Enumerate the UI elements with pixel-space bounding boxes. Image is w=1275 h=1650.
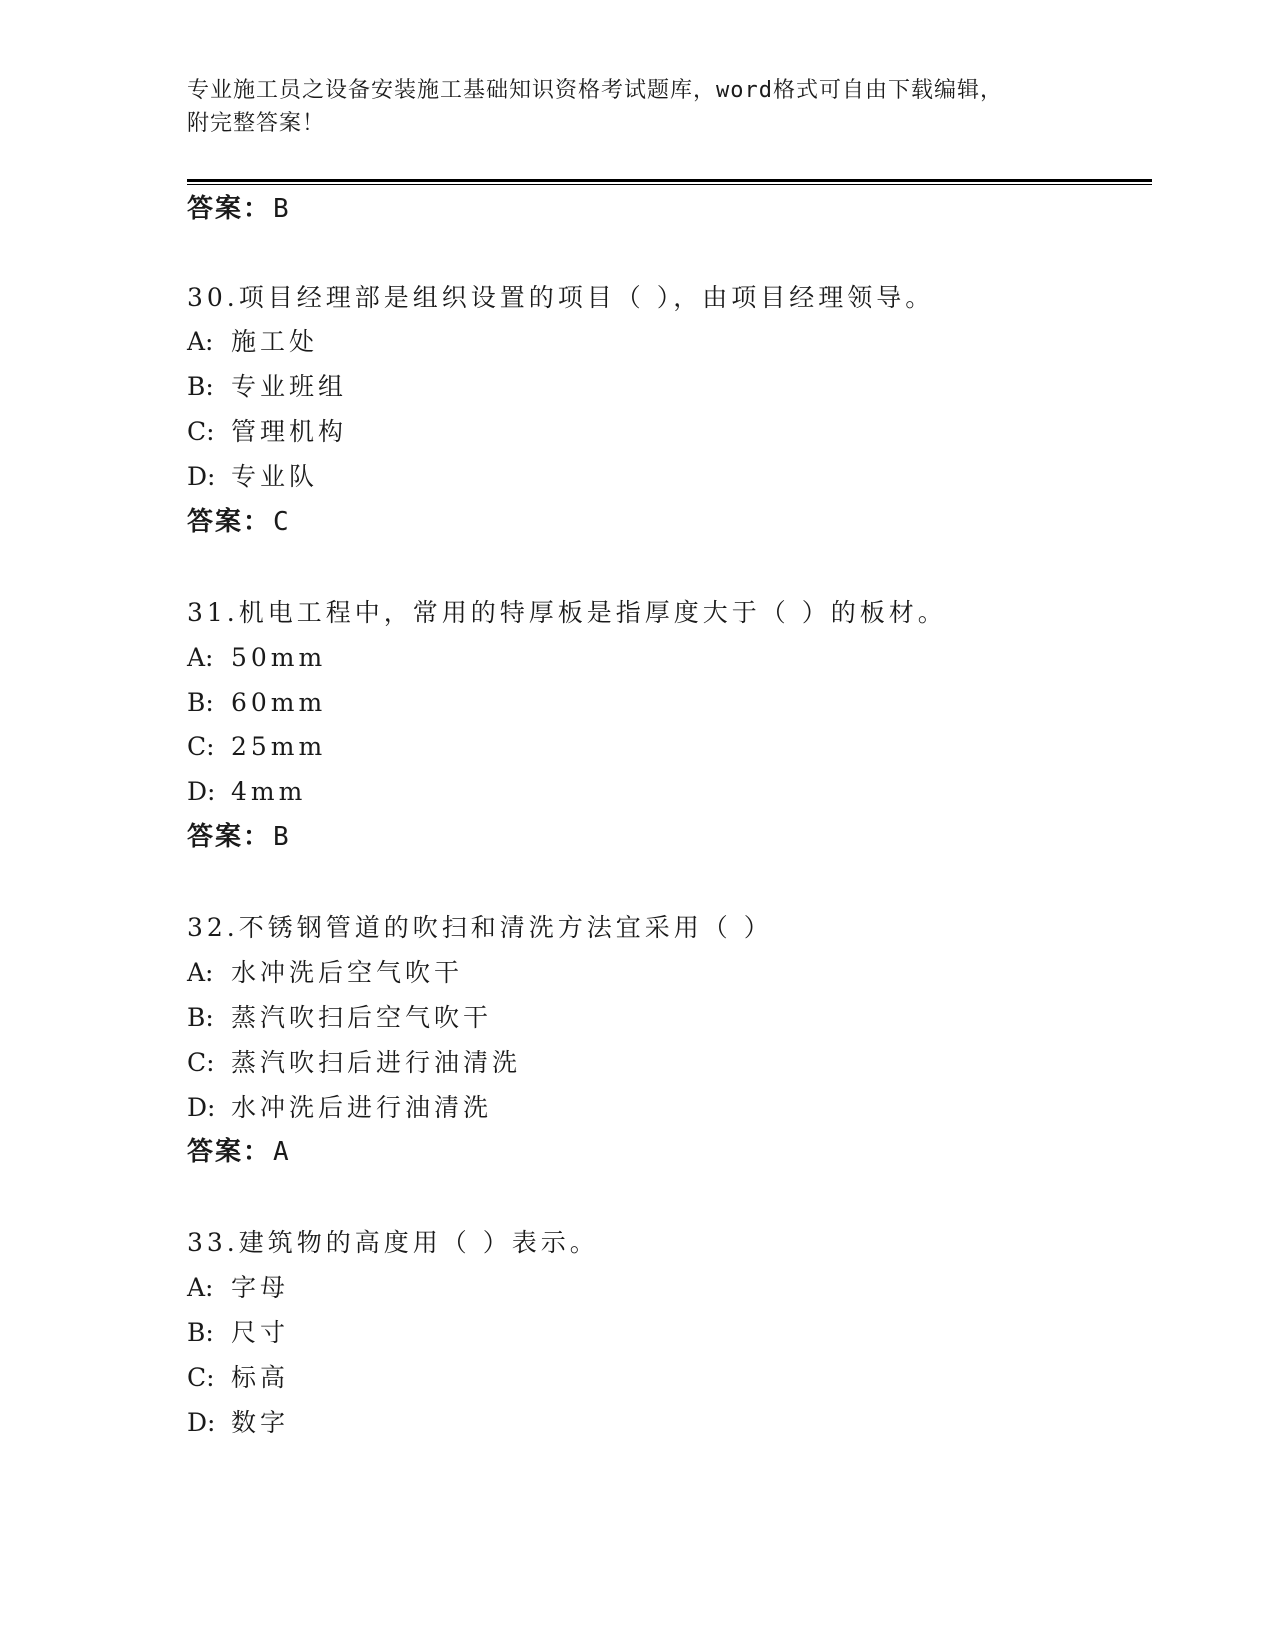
option-letter: C: (187, 417, 215, 446)
question-32-option-c (187, 1045, 521, 1081)
answer-value: C (273, 507, 291, 537)
answer-value: A (273, 1137, 291, 1167)
question-33-option-a (187, 1270, 289, 1306)
document-header (187, 74, 1087, 140)
option-text: 管理机构 (231, 417, 348, 446)
option-letter: D: (187, 777, 216, 806)
question-30-option-a (187, 324, 318, 360)
option-text: 尺寸 (231, 1318, 290, 1347)
option-letter: C: (187, 1363, 215, 1392)
question-32-answer (187, 1134, 291, 1170)
option-text: 专业队 (231, 462, 319, 491)
question-32-option-a (187, 955, 463, 991)
option-letter: D: (187, 1408, 216, 1437)
question-33-option-b (187, 1315, 289, 1351)
option-text: 字母 (231, 1273, 290, 1302)
header-line-1: 专业施工员之设备安装施工基础知识资格考试题库，word格式可自由下载编辑， (187, 78, 1003, 103)
question-33-option-d (187, 1405, 289, 1441)
question-30-answer (187, 504, 291, 540)
option-letter: D: (187, 1093, 216, 1122)
option-letter: A: (187, 643, 214, 672)
option-text: 4mm (231, 777, 307, 806)
option-text: 施工处 (231, 327, 319, 356)
header-rule-thin (187, 184, 1152, 185)
question-33-title: 33.建筑物的高度用（ ）表示。 (187, 1228, 599, 1257)
option-letter: A: (187, 958, 214, 987)
option-letter: C: (187, 732, 215, 761)
question-30-title: 30.项目经理部是组织设置的项目（ ），由项目经理领导。 (187, 283, 935, 312)
prev-answer (187, 191, 291, 227)
question-30-option-c (187, 414, 347, 450)
option-letter: D: (187, 462, 216, 491)
option-text: 水冲洗后空气吹干 (231, 958, 464, 987)
header-line-2: 附完整答案！ (187, 111, 326, 136)
answer-label: 答案： (187, 822, 272, 852)
option-letter: A: (187, 1273, 214, 1302)
answer-label: 答案： (187, 194, 272, 224)
question-31-option-c (187, 729, 326, 765)
question-32-title: 32.不锈钢管道的吹扫和清洗方法宜采用（ ） (187, 913, 773, 942)
option-text: 水冲洗后进行油清洗 (231, 1093, 493, 1122)
question-31-option-d (187, 774, 306, 810)
option-letter: C: (187, 1048, 215, 1077)
option-text: 专业班组 (231, 372, 348, 401)
question-31-option-b (187, 685, 326, 721)
option-letter: B: (187, 1318, 214, 1347)
option-text: 25mm (231, 732, 327, 761)
option-text: 蒸汽吹扫后进行油清洗 (231, 1048, 522, 1077)
question-33-option-c (187, 1360, 289, 1396)
option-text: 蒸汽吹扫后空气吹干 (231, 1003, 493, 1032)
option-letter: B: (187, 688, 214, 717)
option-text: 标高 (231, 1363, 290, 1392)
question-30-option-d (187, 459, 318, 495)
option-text: 数字 (231, 1408, 290, 1437)
option-text: 60mm (231, 688, 327, 717)
question-31-answer (187, 819, 291, 855)
option-letter: A: (187, 327, 214, 356)
question-30-option-b (187, 369, 347, 405)
answer-value: B (273, 194, 291, 224)
option-letter: B: (187, 1003, 214, 1032)
option-text: 50mm (231, 643, 327, 672)
question-32-option-b (187, 1000, 492, 1036)
header-rule-thick (187, 179, 1152, 182)
question-31-option-a (187, 640, 326, 676)
answer-label: 答案： (187, 507, 272, 537)
question-31-title: 31.机电工程中，常用的特厚板是指厚度大于（ ）的板材。 (187, 598, 947, 627)
question-32-option-d (187, 1090, 492, 1126)
answer-label: 答案： (187, 1137, 272, 1167)
option-letter: B: (187, 372, 214, 401)
answer-value: B (273, 822, 291, 852)
